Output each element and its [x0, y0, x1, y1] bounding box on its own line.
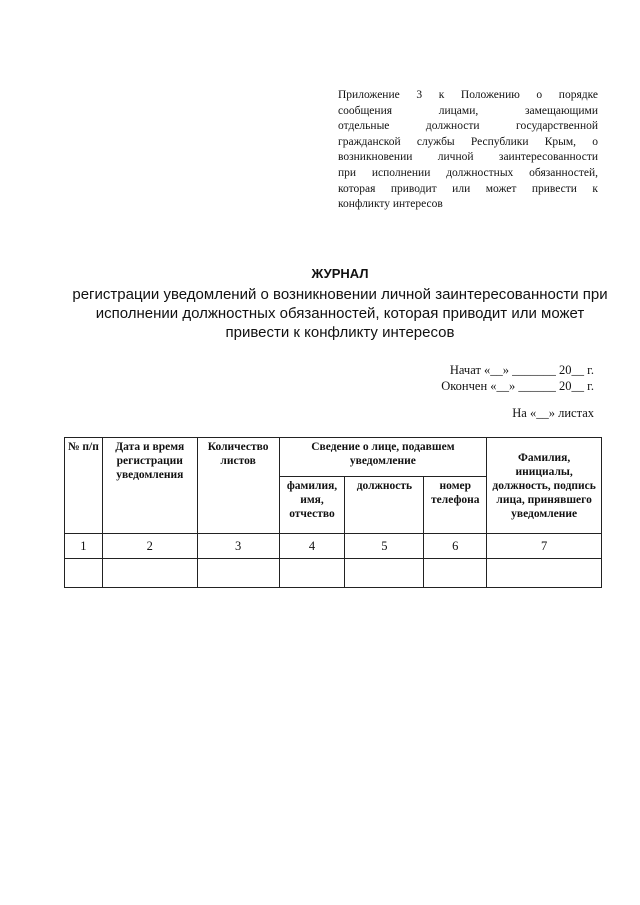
column-number: 2: [102, 534, 197, 559]
header-phone: номер телефона: [424, 477, 487, 534]
empty-cell: [279, 559, 345, 588]
started-date: Начат «__» _______ 20__ г.: [449, 363, 594, 377]
column-number: 1: [65, 534, 103, 559]
ended-date: Окончен «__» ______ 20__ г.: [441, 379, 594, 393]
empty-cell: [487, 559, 602, 588]
appendix-line: возникновении личной заинтересованности: [338, 151, 598, 164]
column-number: 7: [487, 534, 602, 559]
journal-dates: [441, 362, 594, 394]
header-position: должность: [345, 477, 424, 534]
empty-cell: [102, 559, 197, 588]
appendix-line: отдельные должности государственной: [338, 120, 598, 133]
appendix-line: гражданской службы Республики Крым, о: [338, 135, 598, 148]
header-num: № п/п: [65, 438, 103, 534]
appendix-line: которая приводит или может привести к: [338, 182, 598, 195]
sheets-count: На «__» листах: [512, 406, 594, 420]
column-number: 3: [197, 534, 279, 559]
column-number: 6: [424, 534, 487, 559]
header-row: [65, 438, 602, 477]
title-subtitle: [60, 285, 620, 342]
appendix-note: [338, 88, 598, 213]
subtitle-line: исполнении должностных обязанностей, которая приводит или может: [95, 305, 585, 322]
column-numbers-row: [65, 534, 602, 559]
document-title: [60, 266, 620, 342]
column-number: 4: [279, 534, 345, 559]
appendix-line: при исполнении должностных обязанностей,: [338, 166, 598, 179]
header-fio: фамилия, имя, отчество: [279, 477, 345, 534]
header-datetime: Дата и время регистрации уведомления: [102, 438, 197, 534]
header-sheets-count: Количество листов: [197, 438, 279, 534]
empty-row: [65, 559, 602, 588]
empty-cell: [197, 559, 279, 588]
column-number: 5: [345, 534, 424, 559]
empty-cell: [345, 559, 424, 588]
appendix-line: конфликту интересов: [338, 198, 443, 211]
header-person-info: Сведение о лице, подавшем уведомление: [279, 438, 487, 477]
appendix-line: Приложение 3 к Положению о порядке: [338, 89, 598, 101]
appendix-line: сообщения лицами, замещающими: [338, 104, 598, 117]
subtitle-line: регистрации уведомлений о возникновении личной заинтересованности при: [72, 286, 608, 303]
empty-cell: [65, 559, 103, 588]
empty-cell: [424, 559, 487, 588]
subtitle-line: привести к конфликту интересов: [225, 324, 455, 341]
header-receiver: Фамилия, инициалы, должность, подпись лица, принявшего уведомление: [487, 438, 602, 534]
title-heading: ЖУРНАЛ: [311, 266, 369, 281]
journal-table: [64, 437, 602, 588]
